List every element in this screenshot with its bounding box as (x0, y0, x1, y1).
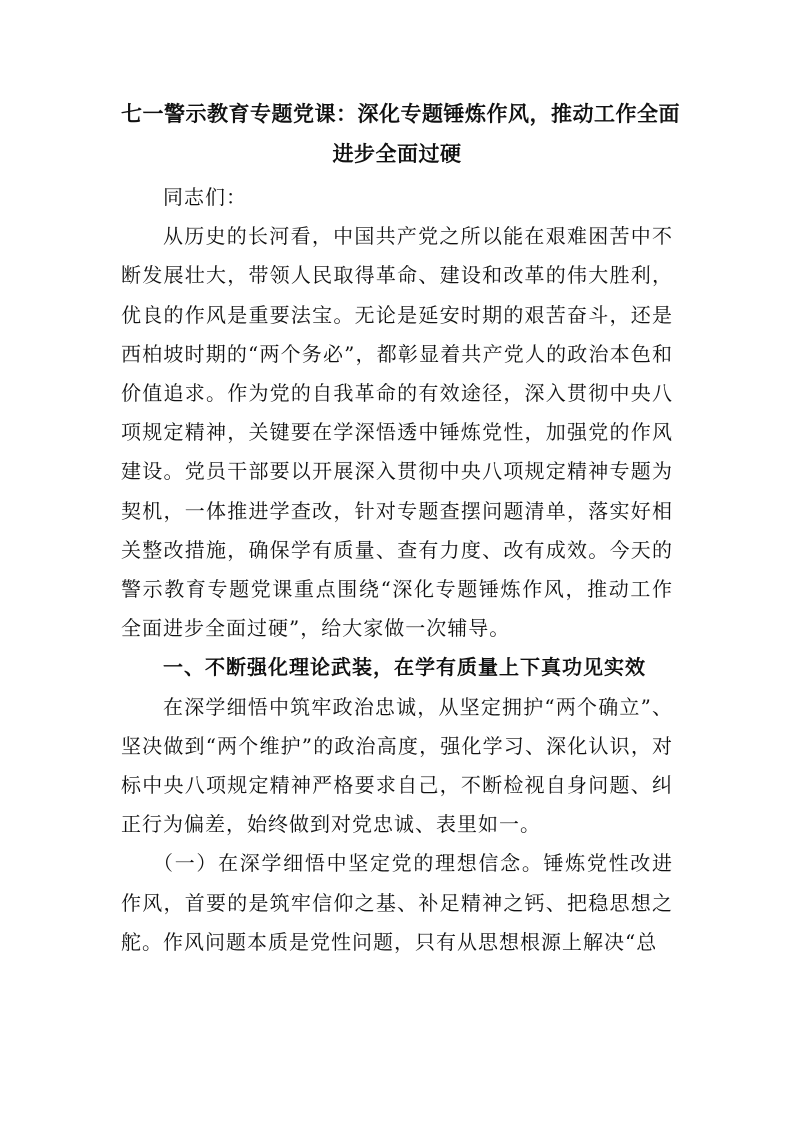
intro-paragraph: 从历史的长河看，中国共产党之所以能在艰难困苦中不断发展壮大，带领人民取得革命、建设和改革的伟大胜利，优良的作风是重要法宝。无论是延安时期的艰苦奋斗，还是西柏坡时期的“两个务必”，都彰显着共产党人的政治本色和价值追求。作为党的自我革命的有效途径，深入贯彻中央八项规定精神，关键要在学深悟透中锤炼党性，加强党的作风建设。党员干部要以开展深入贯彻中央八项规定精神专题为契机，一体推进学查改，针对专题查摆问题清单，落实好相关整改措施，确保学有质量、查有力度、改有成效。今天的警示教育专题党课重点围绕“深化专题锤炼作风，推动工作全面进步全面过硬”，给大家做一次辅导。 (121, 224, 673, 641)
document-body (121, 94, 680, 962)
subsection-1-paragraph: （一）在深学细悟中坚定党的理想信念。锤炼党性改进作风，首要的是筑牢信仰之基、补足精神之钙、把稳思想之舵。作风问题本质是党性问题，只有从思想根源上解决“总 (121, 851, 673, 954)
greeting: 同志们： (163, 185, 247, 209)
document-title (121, 94, 680, 174)
section-heading-1: 一、不断强化理论武装，在学有质量上下真功见实效 (163, 655, 646, 680)
section-1-paragraph: 在深学细悟中筑牢政治忠诚，从坚定拥护“两个确立”、坚决做到“两个维护”的政治高度，强化学习、深化认识，对标中央八项规定精神严格要求自己，不断检视自身问题、纠正行为偏差，始终做到对党忠诚、表里如一。 (121, 694, 673, 837)
title-line-2: 进步全面过硬 (332, 142, 462, 166)
title-line-1: 七一警示教育专题党课：深化专题锤炼作风，推动工作全面 (121, 102, 680, 126)
